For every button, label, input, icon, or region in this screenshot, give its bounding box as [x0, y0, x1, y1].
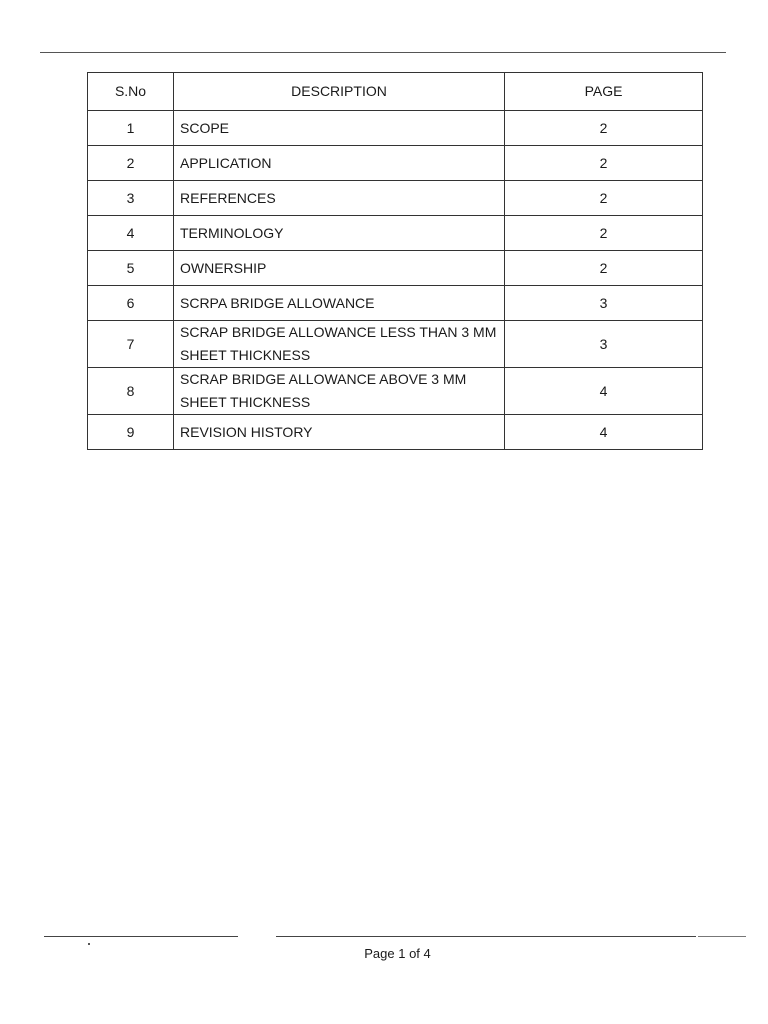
table-row — [88, 216, 703, 251]
footer-rule-left — [44, 936, 238, 937]
table-row — [88, 146, 703, 181]
table-row — [88, 111, 703, 146]
row-sno: 5 — [88, 251, 174, 286]
row-sno: 7 — [88, 321, 174, 368]
row-page: 2 — [505, 146, 703, 181]
header-sno: S.No — [88, 73, 174, 111]
row-page: 2 — [505, 181, 703, 216]
footer-rule-right — [698, 936, 746, 937]
row-description: TERMINOLOGY — [174, 216, 505, 251]
footer-rule-center — [276, 936, 696, 937]
row-description: APPLICATION — [174, 146, 505, 181]
row-page: 2 — [505, 251, 703, 286]
row-page: 2 — [505, 216, 703, 251]
row-description: REVISION HISTORY — [174, 415, 505, 450]
footer-dot-mark — [88, 943, 90, 945]
table-row — [88, 415, 703, 450]
row-description: SCRAP BRIDGE ALLOWANCE LESS THAN 3 MM SHEET THICKNESS — [174, 321, 505, 368]
table-header-row — [88, 73, 703, 111]
table-row — [88, 321, 703, 368]
header-rule — [40, 52, 726, 53]
row-description: OWNERSHIP — [174, 251, 505, 286]
header-description: DESCRIPTION — [174, 73, 505, 111]
row-sno: 8 — [88, 368, 174, 415]
row-description: SCRPA BRIDGE ALLOWANCE — [174, 286, 505, 321]
row-sno: 2 — [88, 146, 174, 181]
row-page: 3 — [505, 321, 703, 368]
row-sno: 9 — [88, 415, 174, 450]
contents-table — [87, 72, 703, 450]
table-row — [88, 368, 703, 415]
row-page: 4 — [505, 368, 703, 415]
row-description: SCRAP BRIDGE ALLOWANCE ABOVE 3 MM SHEET THICKNESS — [174, 368, 505, 415]
row-page: 2 — [505, 111, 703, 146]
row-sno: 4 — [88, 216, 174, 251]
row-sno: 3 — [88, 181, 174, 216]
row-page: 4 — [505, 415, 703, 450]
header-page: PAGE — [505, 73, 703, 111]
table-row — [88, 251, 703, 286]
row-sno: 1 — [88, 111, 174, 146]
table-row — [88, 181, 703, 216]
row-page: 3 — [505, 286, 703, 321]
page-number: Page 1 of 4 — [364, 946, 431, 961]
row-description: SCOPE — [174, 111, 505, 146]
table-row — [88, 286, 703, 321]
row-sno: 6 — [88, 286, 174, 321]
row-description: REFERENCES — [174, 181, 505, 216]
